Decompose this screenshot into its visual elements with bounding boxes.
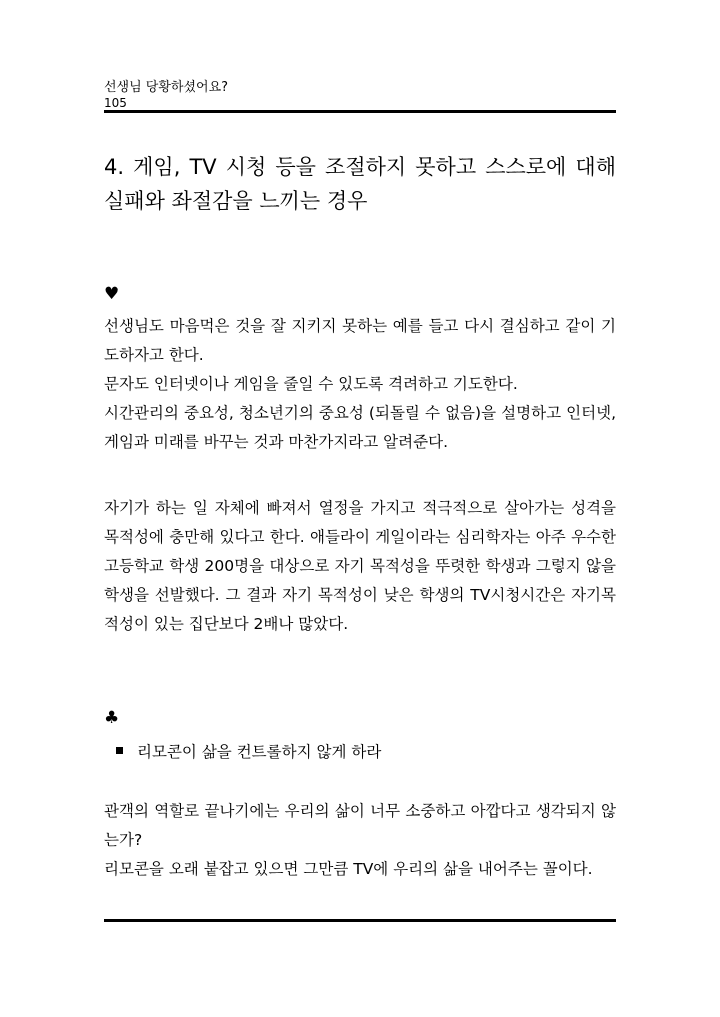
heart-paragraphs: [104, 312, 616, 457]
closing-paragraphs: [104, 797, 616, 884]
bullet-text: 리모콘이 삶을 컨트롤하지 않게 하라: [137, 743, 382, 761]
paragraph: 선생님도 마음먹은 것을 잘 지키지 못하는 예를 들고 다시 결심하고 같이 기도하자고 한다.: [104, 317, 616, 364]
square-bullet-icon: [116, 747, 123, 754]
bullet-item: [116, 738, 381, 767]
paragraph: 관객의 역할로 끝나기에는 우리의 삶이 너무 소중하고 아깝다고 생각되지 않는가?: [104, 802, 616, 849]
paragraph: 자기가 하는 일 자체에 빠져서 열정을 가지고 적극적으로 살아가는 성격을 목적성에 충만해 있다고 한다. 애들라이 게일이라는 심리학자는 아주 우수한 고등학교 학생 200명을 대상으로 자기 목적성을 뚜렷한 학생과 그렇지 않을 학생을 선발했다. 그 결과 자기 목적성이 낮은 학생의 TV시청시간은 자기목적성이 있는 집단보다 2배나 많았다.: [104, 499, 616, 633]
paragraph: 시간관리의 중요성, 청소년기의 중요성 (되돌릴 수 없음)을 설명하고 인터넷, 게임과 미래를 바꾸는 것과 마찬가지라고 알려준다.: [104, 404, 616, 451]
page-number: 105: [104, 96, 127, 110]
header-title: 선생님 당황하셨어요?: [104, 80, 229, 95]
footer-rule: [104, 919, 616, 922]
paragraph: 리모콘을 오래 붙잡고 있으면 그만큼 TV에 우리의 삶을 내어주는 꼴이다.: [104, 860, 593, 878]
club-icon: ♣: [104, 708, 120, 728]
paragraph: 문자도 인터넷이나 게임을 줄일 수 있도록 격려하고 기도한다.: [104, 375, 518, 393]
research-paragraph: [104, 494, 616, 639]
section-title: 4. 게임, TV 시청 등을 조절하지 못하고 스스로에 대해 실패와 좌절감을 느끼는 경우: [104, 155, 616, 213]
header-rule: [104, 110, 616, 113]
heart-icon: ♥: [104, 284, 120, 304]
